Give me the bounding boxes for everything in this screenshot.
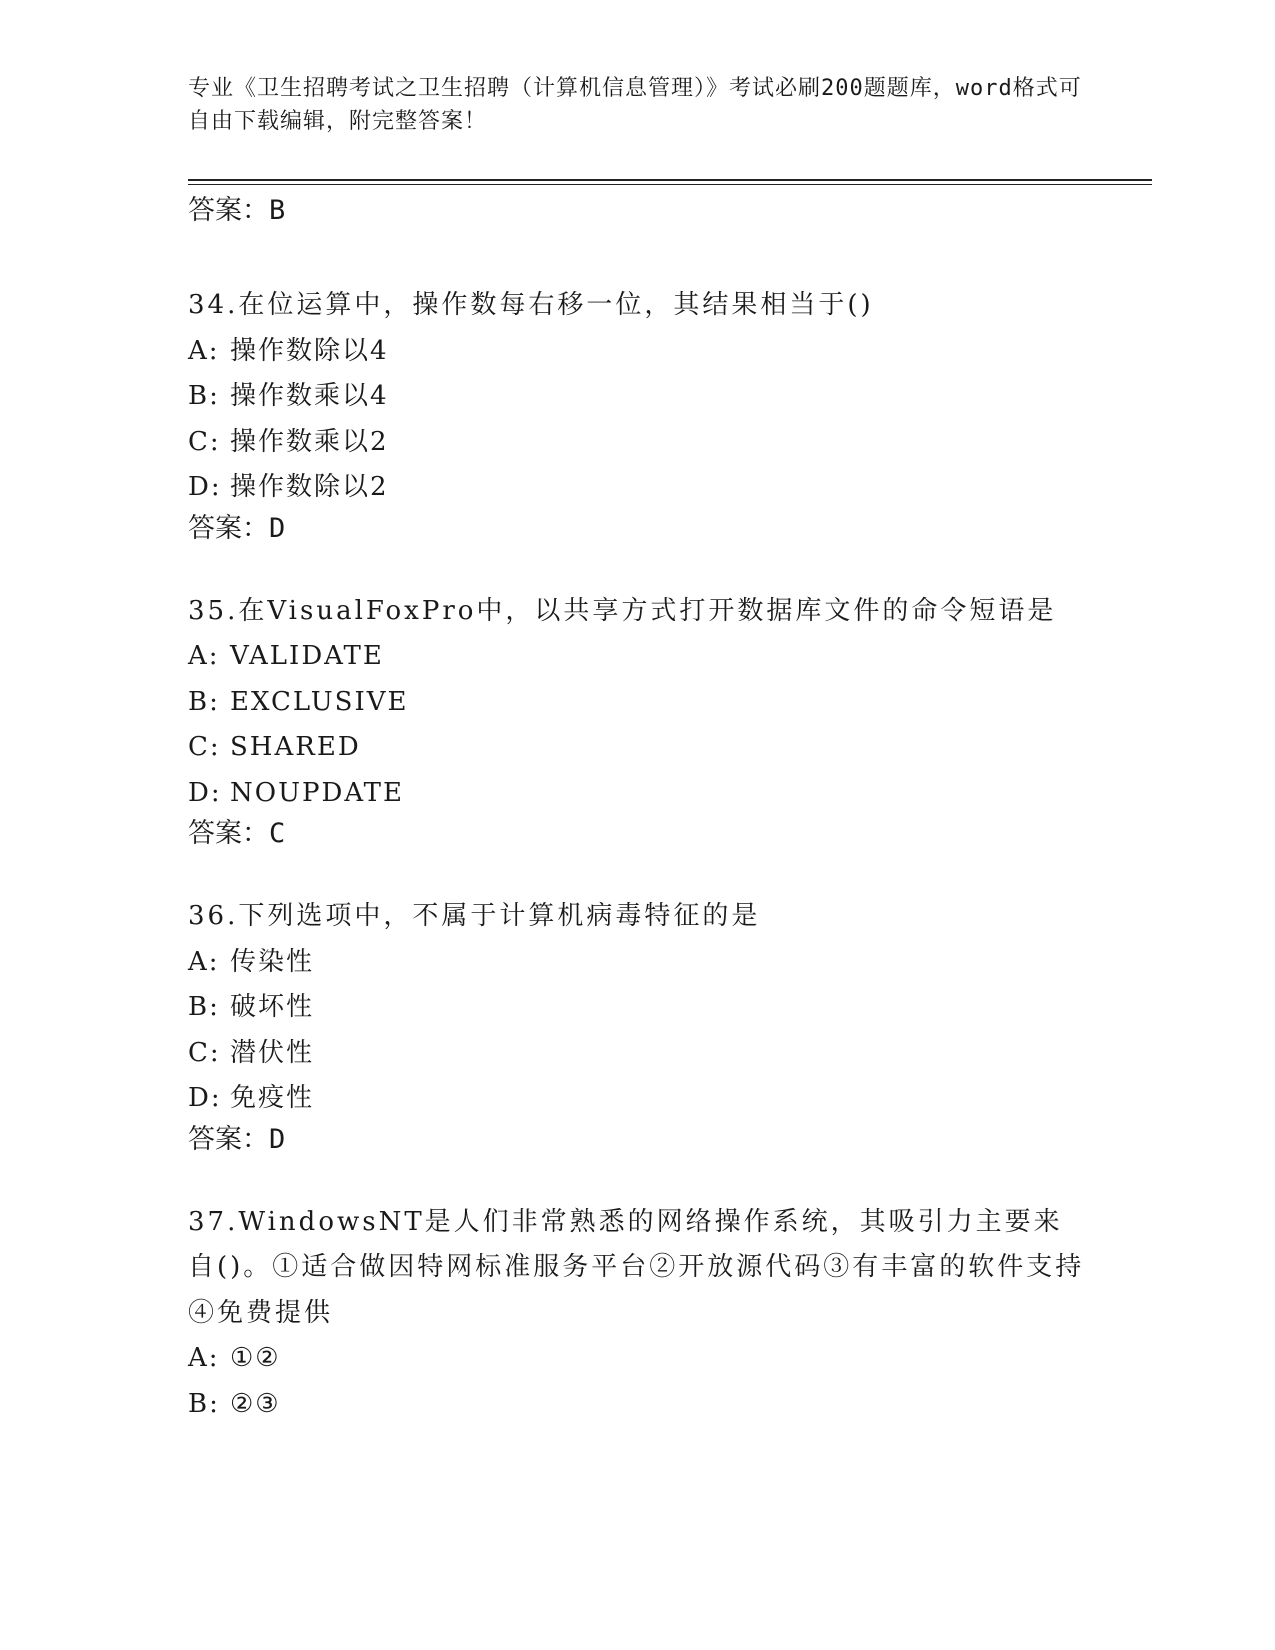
option-text: VALIDATE: [230, 641, 384, 671]
answer-option: [188, 420, 1088, 466]
option-key: C:: [188, 1037, 221, 1068]
option-key: A:: [188, 1343, 220, 1373]
option-key: B:: [188, 992, 220, 1022]
answer-option: [188, 1031, 1088, 1077]
option-key: D:: [188, 1083, 222, 1113]
answer-option: [188, 465, 1088, 511]
question-stem: 35.在VisualFoxPro中，以共享方式打开数据库文件的命令短语是: [188, 595, 1057, 626]
answer-option: [188, 940, 1088, 986]
question-stem: 36.下列选项中，不属于计算机病毒特征的是: [188, 901, 761, 931]
option-text: 操作数除以4: [230, 335, 389, 366]
answer-line: 答案：D: [188, 512, 286, 544]
option-key: C:: [188, 426, 221, 457]
option-text: 操作数乘以4: [230, 381, 389, 411]
question-item: [188, 894, 1088, 1158]
option-text: 操作数除以2: [230, 472, 389, 502]
option-key: B:: [188, 686, 220, 717]
option-text: ①②: [230, 1343, 281, 1373]
question-stem: 34.在位运算中，操作数每右移一位，其结果相当于(): [188, 290, 874, 320]
option-key: A:: [188, 641, 220, 671]
document-header: 专业《卫生招聘考试之卫生招聘（计算机信息管理）》考试必刷200题题库，word格式可自由下载编辑，附完整答案！: [188, 76, 1082, 134]
option-key: A:: [188, 946, 220, 977]
answer-line: 答案：C: [188, 818, 286, 849]
option-key: B:: [188, 1388, 220, 1419]
option-text: 传染性: [230, 946, 315, 977]
answer-option: [188, 680, 1088, 726]
previous-answer: 答案：B: [188, 195, 286, 226]
answer-option: [188, 1076, 1088, 1122]
option-key: A:: [188, 335, 220, 366]
option-key: D:: [188, 777, 222, 808]
option-text: 潜伏性: [230, 1037, 315, 1068]
question-item: [188, 1200, 1088, 1428]
option-key: C:: [188, 732, 221, 762]
option-text: 操作数乘以2: [230, 426, 389, 457]
question-item: [188, 589, 1088, 853]
answer-option: [188, 985, 1088, 1031]
option-key: D:: [188, 472, 222, 502]
option-text: 免疫性: [230, 1083, 315, 1113]
header-divider-thin: [188, 184, 1152, 185]
answer-option: [188, 1336, 1088, 1382]
option-text: NOUPDATE: [230, 777, 404, 808]
answer-option: [188, 771, 1088, 817]
question-item: [188, 283, 1088, 547]
answer-option: [188, 374, 1088, 420]
option-text: EXCLUSIVE: [230, 686, 409, 717]
answer-option: [188, 725, 1088, 771]
header-divider-thick: [188, 179, 1152, 181]
answer-option: [188, 329, 1088, 375]
option-text: 破坏性: [230, 992, 315, 1022]
question-stem: 37.WindowsNT是人们非常熟悉的网络操作系统，其吸引力主要来自()。①适合做因特网标准服务平台②开放源代码③有丰富的软件支持④免费提供: [188, 1206, 1085, 1328]
option-text: ②③: [230, 1388, 281, 1419]
answer-option: [188, 1382, 1088, 1428]
question-list: [188, 283, 1088, 1469]
option-text: SHARED: [230, 732, 361, 762]
answer-option: [188, 634, 1088, 680]
option-key: B:: [188, 381, 220, 411]
answer-line: 答案：D: [188, 1123, 286, 1155]
